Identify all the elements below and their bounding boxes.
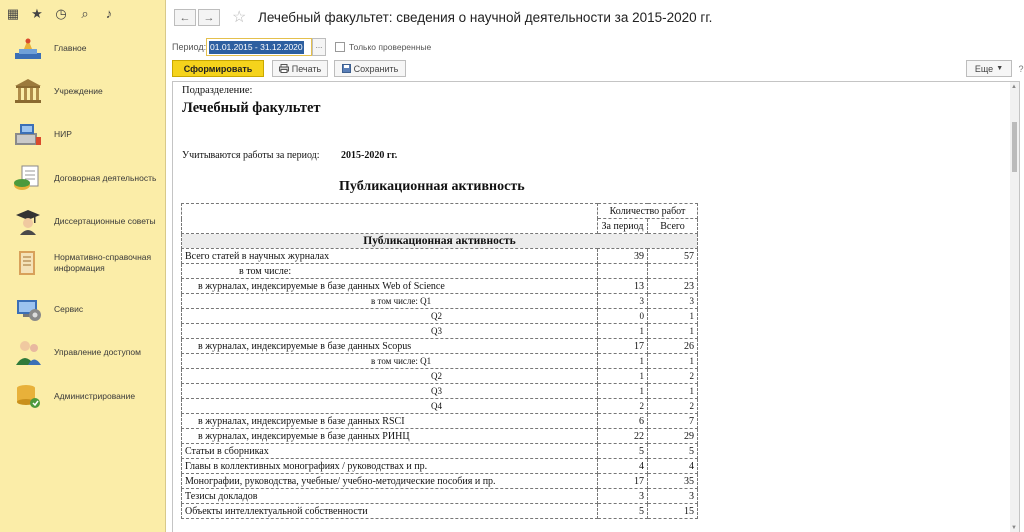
section-title: Публикационная активность bbox=[182, 234, 698, 249]
institution-icon bbox=[12, 76, 44, 106]
row-total-value bbox=[648, 264, 698, 279]
chevron-down-icon: ▼ bbox=[996, 65, 1004, 72]
contracts-icon bbox=[12, 163, 44, 193]
sidebar-item-label: НИР bbox=[54, 129, 72, 139]
row-label: Q2 bbox=[182, 309, 598, 324]
row-period-value: 17 bbox=[598, 339, 648, 354]
row-label: Тезисы докладов bbox=[182, 489, 598, 504]
row-total-value: 57 bbox=[648, 249, 698, 264]
floppy-disk-icon bbox=[342, 64, 351, 73]
sidebar-item-label: Сервис bbox=[54, 304, 84, 314]
row-period-value: 3 bbox=[598, 489, 648, 504]
help-button[interactable]: ? bbox=[1018, 63, 1024, 74]
table-row bbox=[182, 399, 698, 414]
row-label: Всего статей в научных журналах bbox=[182, 249, 598, 264]
report-heading: Публикационная активность bbox=[339, 179, 525, 194]
row-total-value: 1 bbox=[648, 384, 698, 399]
table-row bbox=[182, 339, 698, 354]
access-control-icon bbox=[12, 337, 44, 367]
row-period-value: 1 bbox=[598, 384, 648, 399]
vertical-scrollbar[interactable] bbox=[1010, 82, 1019, 532]
table-row bbox=[182, 459, 698, 474]
row-total-value: 1 bbox=[648, 354, 698, 369]
row-total-value: 26 bbox=[648, 339, 698, 354]
faculty-name: Лечебный факультет bbox=[182, 100, 321, 116]
sidebar-top-icons bbox=[0, 0, 165, 27]
row-label: в журналах, индексируемые в базе данных Scopus bbox=[182, 339, 598, 354]
sidebar-item-institution[interactable] bbox=[0, 76, 166, 106]
row-label: Q2 bbox=[182, 369, 598, 384]
row-total-value: 2 bbox=[648, 369, 698, 384]
row-period-value: 1 bbox=[598, 324, 648, 339]
row-label: в том числе: bbox=[182, 264, 598, 279]
header-group-label: Количество работ bbox=[598, 204, 698, 219]
table-row bbox=[182, 504, 698, 519]
row-period-value: 4 bbox=[598, 459, 648, 474]
favorites-star-icon[interactable]: ★ bbox=[31, 5, 43, 21]
table-row bbox=[182, 429, 698, 444]
col-total-header: Всего bbox=[648, 219, 698, 234]
subdivision-label: Подразделение: bbox=[182, 85, 253, 96]
row-period-value bbox=[598, 264, 648, 279]
sidebar-item-research[interactable] bbox=[0, 119, 166, 149]
sidebar-item-label: Администрирование bbox=[54, 391, 136, 401]
only-verified-label: Только проверенные bbox=[349, 42, 432, 52]
sidebar-item-dissertation-councils[interactable] bbox=[0, 206, 166, 236]
period-label: Период: bbox=[172, 42, 207, 52]
table-row bbox=[182, 324, 698, 339]
sidebar-item-contracts[interactable] bbox=[0, 163, 166, 193]
row-label: Q3 bbox=[182, 384, 598, 399]
scroll-down-icon[interactable]: ▼ bbox=[1011, 525, 1017, 531]
row-total-value: 4 bbox=[648, 459, 698, 474]
history-icon[interactable]: ◷ bbox=[55, 5, 67, 21]
row-period-value: 1 bbox=[598, 354, 648, 369]
print-button[interactable]: Печать bbox=[272, 60, 328, 77]
table-row bbox=[182, 414, 698, 429]
row-label: Статьи в сборниках bbox=[182, 444, 598, 459]
period-note: Учитываются работы за период: bbox=[182, 150, 320, 161]
scroll-thumb[interactable] bbox=[1012, 122, 1017, 172]
table-row bbox=[182, 279, 698, 294]
period-input[interactable]: 01.01.2015 - 31.12.2020 bbox=[206, 38, 312, 56]
table-section-row bbox=[182, 234, 698, 249]
row-total-value: 1 bbox=[648, 309, 698, 324]
scroll-up-icon[interactable]: ▲ bbox=[1011, 84, 1017, 90]
row-total-value: 29 bbox=[648, 429, 698, 444]
row-total-value: 15 bbox=[648, 504, 698, 519]
col-period-header: За период bbox=[598, 219, 648, 234]
table-row bbox=[182, 384, 698, 399]
sidebar bbox=[0, 0, 166, 532]
research-icon bbox=[12, 119, 44, 149]
row-total-value: 7 bbox=[648, 414, 698, 429]
row-period-value: 5 bbox=[598, 444, 648, 459]
home-icon bbox=[12, 33, 44, 63]
notifications-bell-icon[interactable]: ♪ bbox=[105, 6, 113, 21]
row-total-value: 1 bbox=[648, 324, 698, 339]
more-menu-button[interactable]: Еще ▼ bbox=[966, 60, 1012, 77]
row-label: Q4 bbox=[182, 399, 598, 414]
row-period-value: 13 bbox=[598, 279, 648, 294]
arrow-left-icon: ← bbox=[179, 11, 191, 24]
table-header-empty bbox=[182, 204, 598, 234]
row-total-value: 3 bbox=[648, 294, 698, 309]
table-row bbox=[182, 249, 698, 264]
row-period-value: 22 bbox=[598, 429, 648, 444]
publication-table bbox=[181, 203, 698, 519]
only-verified-checkbox[interactable] bbox=[335, 42, 345, 52]
table-row bbox=[182, 264, 698, 279]
table-row bbox=[182, 489, 698, 504]
sidebar-item-label: Учреждение bbox=[54, 86, 103, 96]
main-panel bbox=[166, 0, 1024, 532]
page-title: Лечебный факультет: сведения о научной деятельности за 2015-2020 гг. bbox=[258, 10, 713, 25]
report-document bbox=[172, 81, 1020, 532]
row-label: Главы в коллективных монографиях / руководствах и пр. bbox=[182, 459, 598, 474]
favorite-star-icon[interactable]: ☆ bbox=[232, 9, 247, 26]
row-label: Q3 bbox=[182, 324, 598, 339]
forward-button[interactable] bbox=[198, 9, 220, 26]
sidebar-item-service[interactable] bbox=[0, 294, 166, 324]
table-row bbox=[182, 369, 698, 384]
row-total-value: 23 bbox=[648, 279, 698, 294]
row-period-value: 39 bbox=[598, 249, 648, 264]
sidebar-item-label: Диссертационные советы bbox=[54, 216, 156, 226]
row-total-value: 5 bbox=[648, 444, 698, 459]
row-period-value: 2 bbox=[598, 399, 648, 414]
row-label: в том числе: Q1 bbox=[182, 294, 598, 309]
sidebar-item-access-control[interactable] bbox=[0, 337, 166, 367]
row-period-value: 5 bbox=[598, 504, 648, 519]
table-row bbox=[182, 309, 698, 324]
row-period-value: 6 bbox=[598, 414, 648, 429]
row-period-value: 17 bbox=[598, 474, 648, 489]
sidebar-item-label: Управление доступом bbox=[54, 347, 141, 357]
back-button[interactable] bbox=[174, 9, 196, 26]
period-select-button[interactable]: ... bbox=[312, 38, 326, 56]
sidebar-item-home[interactable] bbox=[0, 33, 166, 63]
dissertation-councils-icon bbox=[12, 206, 44, 236]
row-period-value: 0 bbox=[598, 309, 648, 324]
generate-button[interactable]: Сформировать bbox=[172, 60, 264, 77]
table-row bbox=[182, 444, 698, 459]
row-total-value: 3 bbox=[648, 489, 698, 504]
printer-icon bbox=[279, 64, 289, 73]
table-row bbox=[182, 294, 698, 309]
row-total-value: 2 bbox=[648, 399, 698, 414]
search-icon[interactable]: ⌕ bbox=[81, 5, 89, 21]
row-label: в журналах, индексируемые в базе данных Web of Science bbox=[182, 279, 598, 294]
row-period-value: 1 bbox=[598, 369, 648, 384]
sidebar-item-label: Нормативно-справочная информация bbox=[54, 252, 152, 273]
row-label: в том числе: Q1 bbox=[182, 354, 598, 369]
row-total-value: 35 bbox=[648, 474, 698, 489]
row-label: в журналах, индексируемые в базе данных RSCI bbox=[182, 414, 598, 429]
table-row bbox=[182, 354, 698, 369]
period-value: 2015-2020 гг. bbox=[341, 150, 398, 161]
sidebar-item-label: Договорная деятельность bbox=[54, 173, 157, 183]
sidebar-item-reference-info[interactable] bbox=[0, 248, 166, 278]
sidebar-item-label: Главное bbox=[54, 43, 87, 53]
table-header-row bbox=[182, 204, 698, 219]
administration-icon bbox=[12, 381, 44, 411]
row-label: в журналах, индексируемые в базе данных РИНЦ bbox=[182, 429, 598, 444]
save-button[interactable]: Сохранить bbox=[334, 60, 406, 77]
sidebar-item-administration[interactable] bbox=[0, 381, 166, 411]
service-icon bbox=[12, 294, 44, 324]
row-label: Монографии, руководства, учебные/ учебно-методические пособия и пр. bbox=[182, 474, 598, 489]
row-label: Объекты интеллектуальной собственности bbox=[182, 504, 598, 519]
arrow-right-icon: → bbox=[203, 11, 215, 24]
apps-grid-icon[interactable]: ▦ bbox=[6, 5, 20, 21]
row-period-value: 3 bbox=[598, 294, 648, 309]
table-row bbox=[182, 474, 698, 489]
reference-info-icon bbox=[12, 248, 44, 278]
